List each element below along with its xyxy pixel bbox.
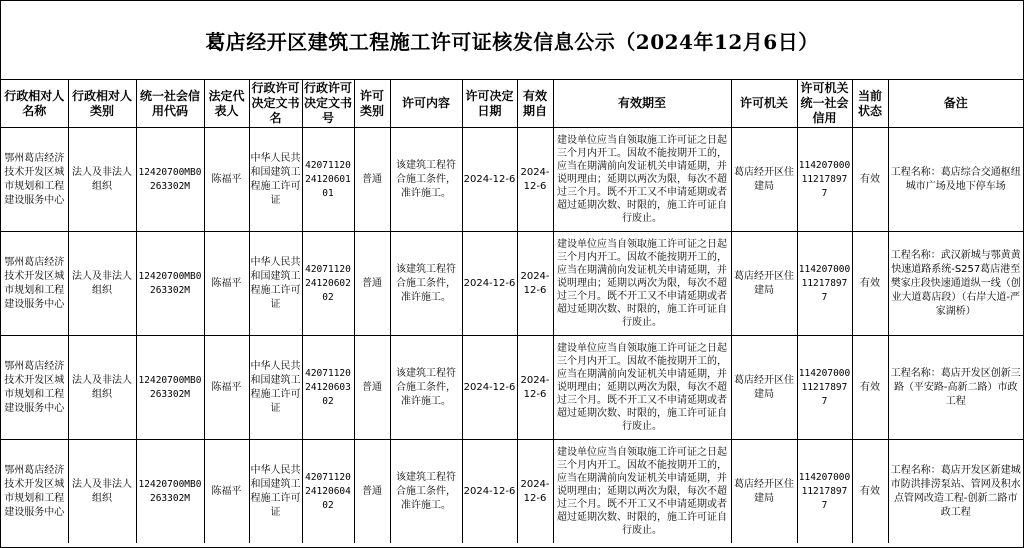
header-cell: 备注	[888, 80, 1023, 128]
cell-authority: 葛店经开区住建局	[731, 232, 797, 336]
header-cell: 行政许可决定文书号	[302, 80, 354, 128]
cell-name: 鄂州葛店经济技术开发区城市规划和工程建设服务中心	[1, 128, 68, 232]
cell-remark: 工程名称：葛店综合交通枢纽城市广场及地下停车场	[888, 128, 1023, 232]
header-cell: 许可类别	[354, 80, 390, 128]
cell-permit-type: 普通	[354, 336, 390, 440]
cell-name: 鄂州葛店经济技术开发区城市规划和工程建设服务中心	[1, 440, 68, 544]
cell-doc-name: 中华人民共和国建筑工程施工许可证	[249, 128, 302, 232]
cell-decision-date: 2024-12-6	[462, 440, 517, 544]
header-cell: 法定代表人	[204, 80, 249, 128]
cell-status: 有效	[852, 336, 888, 440]
page-title: 葛店经开区建筑工程施工许可证核发信息公示（2024年12月6日）	[205, 29, 819, 54]
cell-decision-date: 2024-12-6	[462, 128, 517, 232]
cell-doc-no: 420711202412060101	[302, 128, 354, 232]
table-row	[1, 232, 1023, 336]
cell-permit-content: 该建筑工程符合施工条件，准许施工。	[390, 336, 462, 440]
cell-authority-code: 11420700011217897 7	[797, 232, 852, 336]
cell-authority-code: 11420700011217897 7	[797, 128, 852, 232]
cell-remark: 工程名称：武汉新城与鄂黄黄快速道路系统-S257葛店港至樊家庄段快速通道纵一线（创业大道葛店段）（右岸大道-严家湖桥）	[888, 232, 1023, 336]
cell-doc-name: 中华人民共和国建筑工程施工许可证	[249, 440, 302, 544]
cell-remark: 工程名称：葛店开发区新建城市防洪排涝泵站、管网及积水点管网改造工程-创新二路市政工程	[888, 440, 1023, 544]
cell-permit-content: 该建筑工程符合施工条件，准许施工。	[390, 128, 462, 232]
cell-authority-code: 11420700011217897 7	[797, 440, 852, 544]
cell-valid-from: 2024-12-6	[517, 440, 553, 544]
header-cell: 行政相对人名称	[1, 80, 68, 128]
cell-decision-date: 2024-12-6	[462, 232, 517, 336]
header-cell: 许可机关统一社会信用	[797, 80, 852, 128]
header-cell: 当前状态	[852, 80, 888, 128]
cell-remark: 工程名称：葛店开发区创新三路（平安路-高新二路）市政工程	[888, 336, 1023, 440]
table-row	[1, 128, 1023, 232]
cell-valid-to: 建设单位应当自领取施工许可证之日起三个月内开工。因故不能按期开工的，应当在期满前向发证机关申请延期，并说明理由；延期以两次为限，每次不超过三个月。既不开工又不申请延期或者超过延期次数、时限的，施工许可证自行废止。	[553, 128, 731, 232]
cell-credit-code: 12420700MB0263302M	[136, 232, 204, 336]
cell-category: 法人及非法人组织	[68, 440, 136, 544]
cell-authority-code: 11420700011217897 7	[797, 336, 852, 440]
cell-authority: 葛店经开区住建局	[731, 336, 797, 440]
header-cell: 许可内容	[390, 80, 462, 128]
cell-authority: 葛店经开区住建局	[731, 128, 797, 232]
header-cell: 统一社会信用代码	[136, 80, 204, 128]
cell-doc-name: 中华人民共和国建筑工程施工许可证	[249, 232, 302, 336]
cell-doc-no: 420711202412060202	[302, 232, 354, 336]
cell-legal-rep: 陈福平	[204, 232, 249, 336]
cell-valid-from: 2024-12-6	[517, 232, 553, 336]
cell-valid-to: 建设单位应当自领取施工许可证之日起三个月内开工。因故不能按期开工的，应当在期满前向发证机关申请延期，并说明理由；延期以两次为限，每次不超过三个月。既不开工又不申请延期或者超过延期次数、时限的，施工许可证自行废止。	[553, 232, 731, 336]
cell-category: 法人及非法人组织	[68, 128, 136, 232]
cell-valid-to: 建设单位应当自领取施工许可证之日起三个月内开工。因故不能按期开工的，应当在期满前向发证机关申请延期，并说明理由；延期以两次为限，每次不超过三个月。既不开工又不申请延期或者超过延期次数、时限的，施工许可证自行废止。	[553, 336, 731, 440]
header-cell: 许可机关	[731, 80, 797, 128]
cell-valid-from: 2024-12-6	[517, 128, 553, 232]
cell-valid-to: 建设单位应当自领取施工许可证之日起三个月内开工。因故不能按期开工的，应当在期满前向发证机关申请延期，并说明理由；延期以两次为限，每次不超过三个月。既不开工又不申请延期或者超过延期次数、时限的，施工许可证自行废止。	[553, 440, 731, 544]
cell-permit-type: 普通	[354, 232, 390, 336]
cell-credit-code: 12420700MB0263302M	[136, 336, 204, 440]
cell-credit-code: 12420700MB0263302M	[136, 128, 204, 232]
table-row	[1, 440, 1023, 544]
header-cell: 行政许可决定文书名	[249, 80, 302, 128]
cell-permit-type: 普通	[354, 128, 390, 232]
cell-status: 有效	[852, 128, 888, 232]
table-header-row	[1, 80, 1023, 128]
cell-status: 有效	[852, 440, 888, 544]
header-cell: 有效期自	[517, 80, 553, 128]
cell-authority: 葛店经开区住建局	[731, 440, 797, 544]
cell-valid-from: 2024-12-6	[517, 336, 553, 440]
cell-permit-content: 该建筑工程符合施工条件，准许施工。	[390, 440, 462, 544]
cell-category: 法人及非法人组织	[68, 232, 136, 336]
header-cell: 有效期至	[553, 80, 731, 128]
cell-legal-rep: 陈福平	[204, 128, 249, 232]
cell-permit-type: 普通	[354, 440, 390, 544]
header-cell: 行政相对人类别	[68, 80, 136, 128]
header-cell: 许可决定日期	[462, 80, 517, 128]
cell-doc-name: 中华人民共和国建筑工程施工许可证	[249, 336, 302, 440]
cell-doc-no: 420711202412060302	[302, 336, 354, 440]
cell-doc-no: 420711202412060402	[302, 440, 354, 544]
table-row	[1, 336, 1023, 440]
cell-category: 法人及非法人组织	[68, 336, 136, 440]
cell-legal-rep: 陈福平	[204, 440, 249, 544]
cell-credit-code: 12420700MB0263302M	[136, 440, 204, 544]
cell-name: 鄂州葛店经济技术开发区城市规划和工程建设服务中心	[1, 232, 68, 336]
cell-status: 有效	[852, 232, 888, 336]
permit-table	[1, 80, 1023, 543]
cell-decision-date: 2024-12-6	[462, 336, 517, 440]
cell-permit-content: 该建筑工程符合施工条件，准许施工。	[390, 232, 462, 336]
cell-name: 鄂州葛店经济技术开发区城市规划和工程建设服务中心	[1, 336, 68, 440]
cell-legal-rep: 陈福平	[204, 336, 249, 440]
title-bar	[1, 1, 1023, 80]
